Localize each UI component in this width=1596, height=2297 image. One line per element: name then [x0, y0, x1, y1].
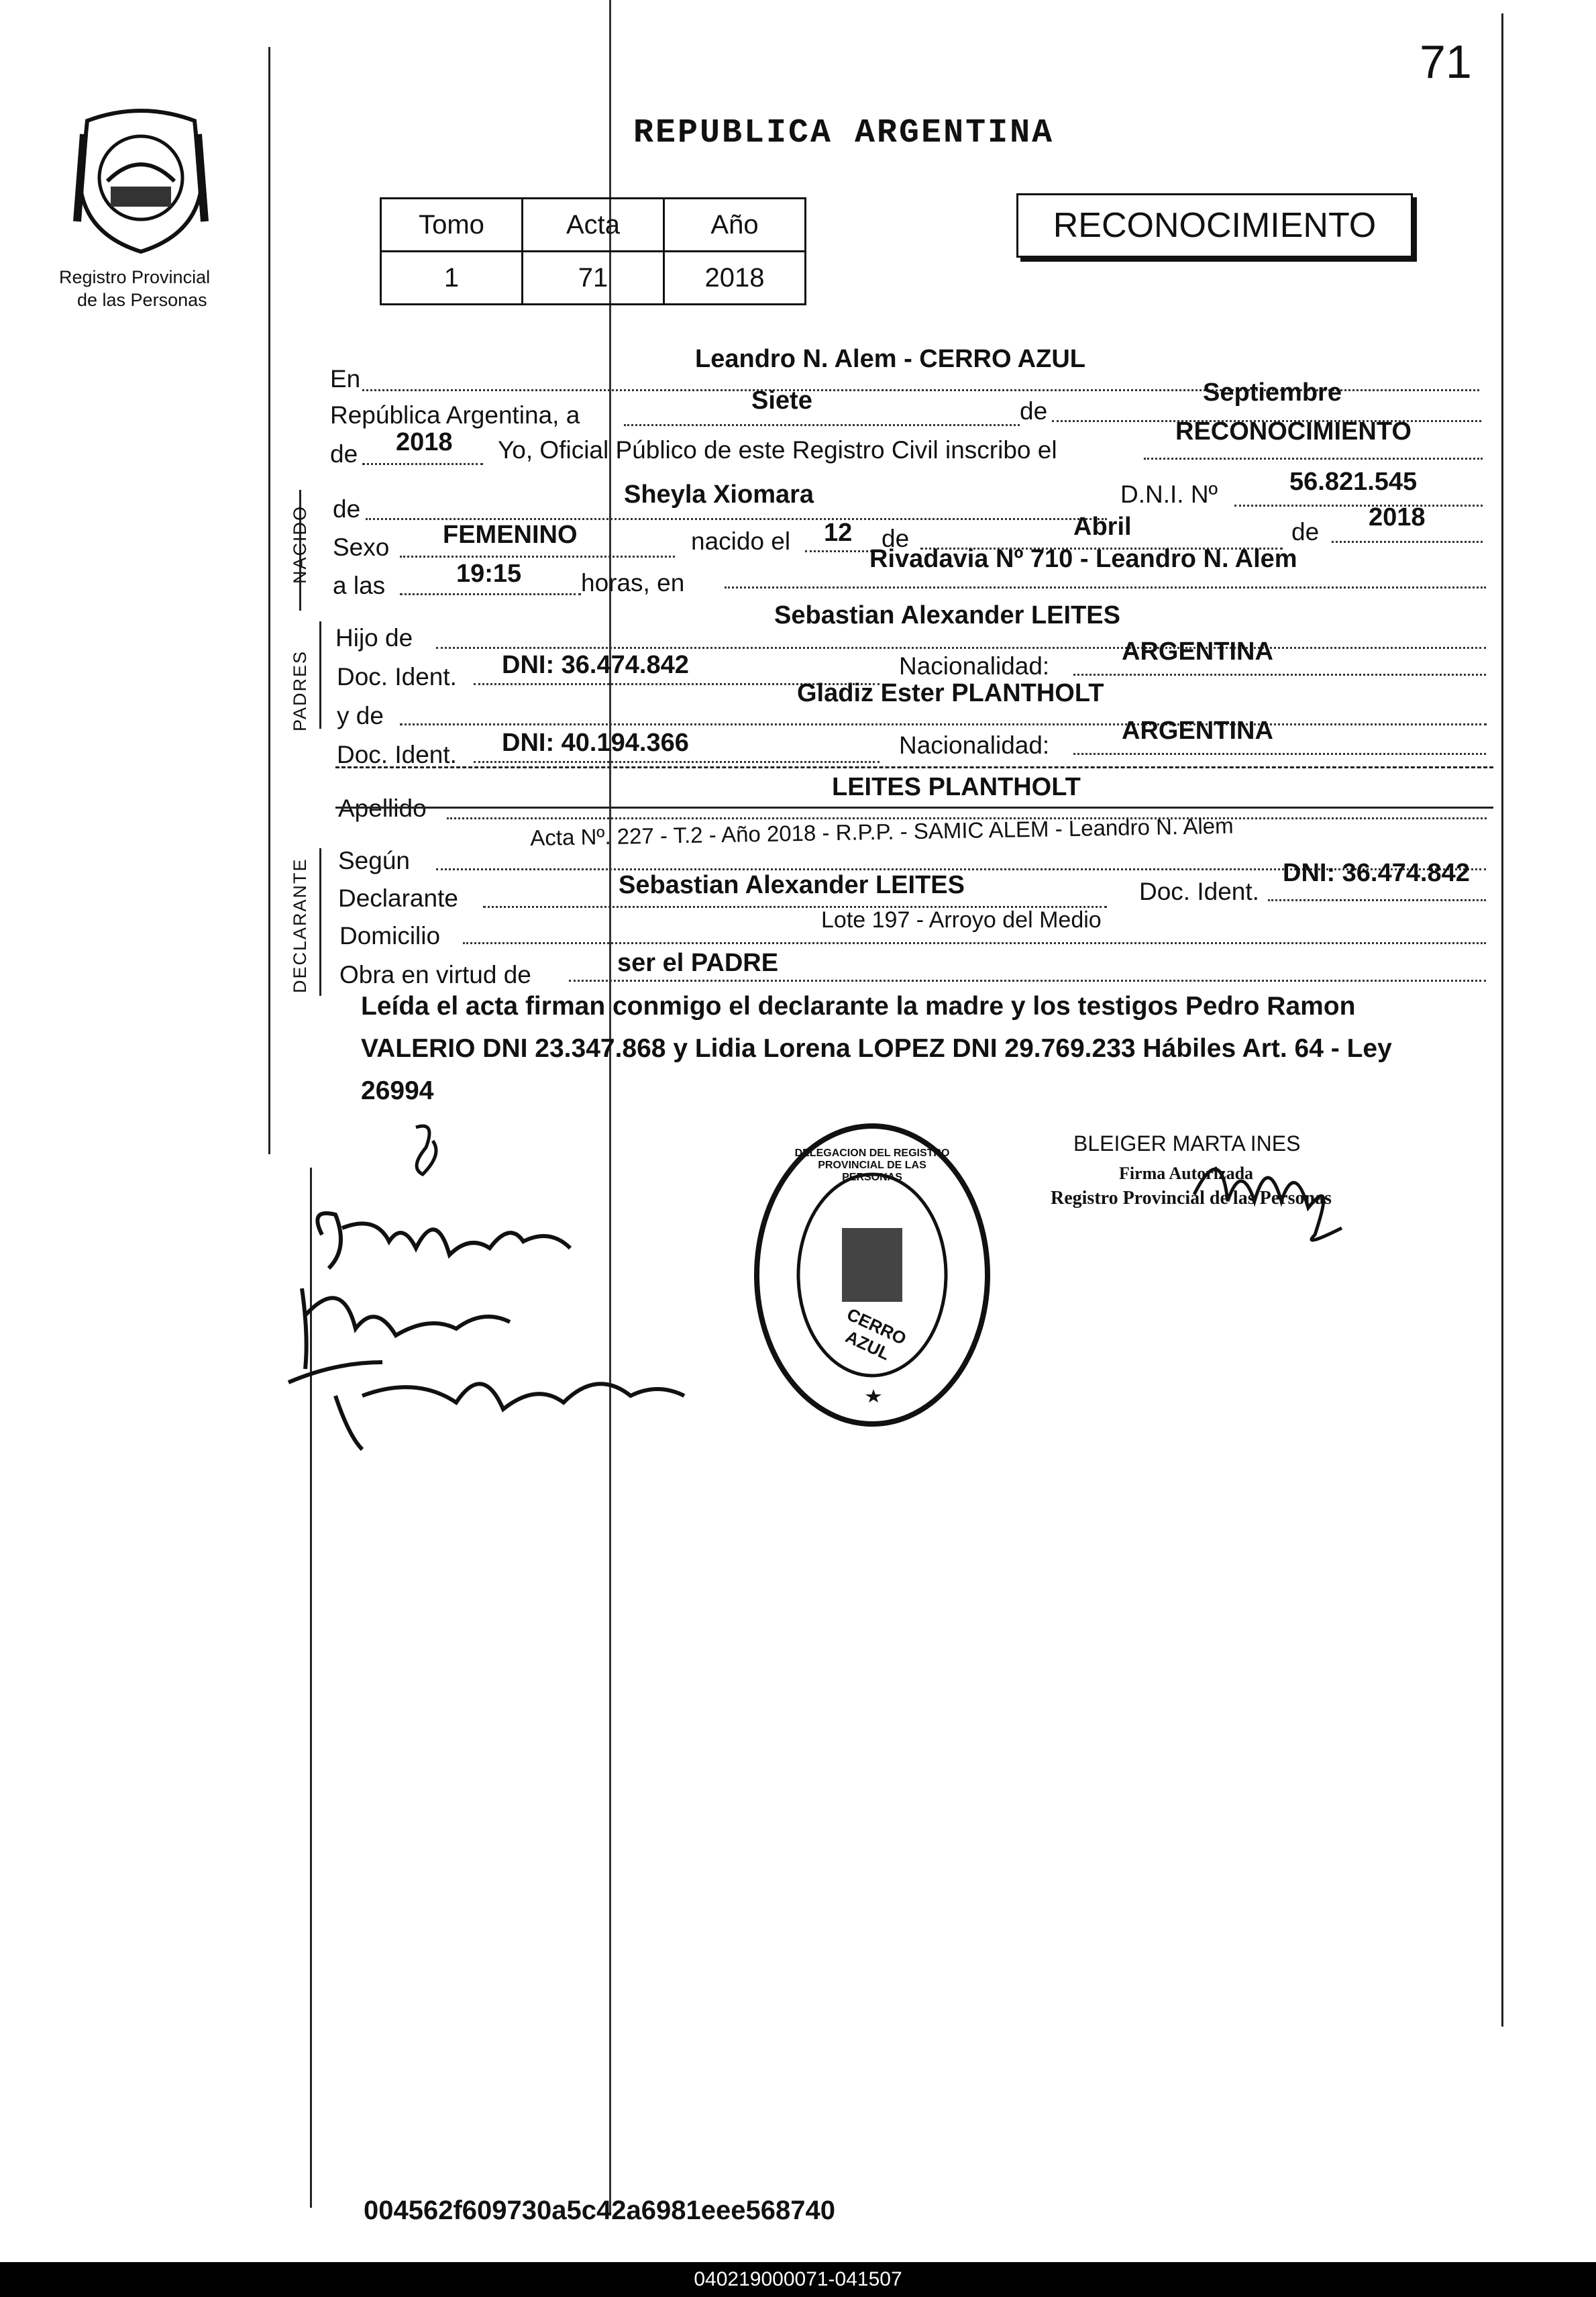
dots — [436, 647, 1486, 649]
dots — [362, 463, 483, 465]
label-de-name: de — [333, 495, 361, 523]
value-acto: RECONOCIMIENTO — [1175, 417, 1412, 446]
label-y-de: y de — [337, 702, 384, 729]
label-de-nac-anio: de — [1291, 518, 1320, 546]
section-divider — [335, 807, 1493, 809]
stamp-outer-text: DELEGACION DEL REGISTRO PROVINCIAL DE LAS PERSONAS — [794, 1147, 950, 1183]
official-signature — [1181, 1134, 1355, 1255]
value-anio: 2018 — [664, 252, 806, 305]
label-obra: Obra en virtud de — [339, 961, 531, 988]
value-dia: Siete — [751, 387, 812, 415]
value-lugar: Leandro N. Alem - CERRO AZUL — [695, 345, 1085, 373]
signatures — [282, 1114, 725, 1463]
org-name-line2: de las Personas — [77, 290, 207, 310]
value-sexo: FEMENINO — [443, 521, 578, 549]
label-apellido: Apellido — [338, 795, 427, 822]
label-a-las: a las — [333, 572, 386, 599]
value-tomo: 1 — [381, 252, 523, 305]
value-madre-nac: ARGENTINA — [1122, 717, 1273, 745]
right-margin-line — [1501, 13, 1503, 2027]
label-dni: D.N.I. Nº — [1120, 480, 1218, 508]
value-padre-nac: ARGENTINA — [1122, 637, 1273, 666]
label-en: En — [330, 365, 361, 393]
label-hijo-de: Hijo de — [335, 624, 413, 652]
label-domicilio: Domicilio — [339, 922, 441, 950]
value-padre-doc: DNI: 36.474.842 — [502, 651, 689, 679]
dots — [1073, 753, 1486, 755]
dots — [366, 518, 1107, 520]
registry-table — [380, 197, 806, 305]
dots — [1268, 899, 1486, 901]
section-divider — [335, 766, 1493, 768]
header-anio: Año — [664, 199, 806, 252]
dots — [805, 550, 872, 552]
side-label-declarante: DECLARANTE — [290, 858, 310, 993]
footer-code: 040219000071-041507 — [0, 2262, 1596, 2297]
dots — [400, 723, 1487, 725]
dots — [725, 586, 1486, 589]
dots — [400, 593, 581, 595]
value-hora: 19:15 — [456, 560, 522, 588]
value-mes: Septiembre — [1203, 378, 1342, 407]
value-nac-mes: Abril — [1073, 513, 1132, 541]
header-tomo: Tomo — [381, 199, 523, 252]
value-padre: Sebastian Alexander LEITES — [774, 601, 1120, 629]
side-label-nacido: NACIDO — [290, 505, 310, 584]
dots — [1144, 458, 1483, 460]
label-de-mes: de — [1020, 397, 1048, 425]
value-apellido: LEITES PLANTHOLT — [832, 773, 1081, 801]
dots — [474, 761, 880, 763]
left-margin-line — [268, 47, 270, 1154]
value-acta: 71 — [523, 252, 664, 305]
logo-text — [67, 107, 215, 108]
label-nacido-el: nacido el — [691, 527, 791, 555]
dots — [463, 942, 1486, 944]
value-declarante: Sebastian Alexander LEITES — [619, 871, 965, 899]
value-segun: Acta Nº. 227 - T.2 - Año 2018 - R.P.P. - SAMIC ALEM - Leandro N. Alem — [530, 813, 1234, 850]
official-title: Firma Autorizada — [1119, 1164, 1254, 1183]
closing-text: Leída el acta firman conmigo el declarante la madre y los testigos Pedro Ramon VALERIO DNI 23.347.868 y Lidia Lorena LOPEZ DNI 29.769.233 Hábiles Art. 64 - Ley 26994 — [361, 992, 1392, 1105]
official-stamp — [751, 1121, 993, 1429]
label-declarante: Declarante — [338, 884, 458, 912]
value-dni: 56.821.545 — [1289, 468, 1418, 496]
declarante-bracket — [319, 848, 321, 996]
value-madre: Gladiz Ester PLANTHOLT — [797, 679, 1104, 707]
document-title: REPUBLICA ARGENTINA — [633, 114, 1055, 152]
dots — [400, 556, 675, 558]
document-hash: 004562f609730a5c42a6981eee568740 — [364, 2196, 835, 2225]
dots — [1332, 541, 1483, 543]
value-nombre: Sheyla Xiomara — [624, 480, 814, 509]
value-declarante-doc: DNI: 36.474.842 — [1283, 859, 1470, 887]
side-label-padres: PADRES — [290, 650, 310, 731]
value-madre-doc: DNI: 40.194.366 — [502, 729, 689, 757]
dots — [624, 424, 1020, 426]
stamp-inner-text: CERRO AZUL — [842, 1304, 910, 1364]
label-de-nac-mes: de — [882, 525, 910, 552]
label-doc-ident-madre: Doc. Ident. — [337, 741, 457, 768]
value-nac-anio: 2018 — [1369, 503, 1426, 531]
label-nacionalidad-padre: Nacionalidad: — [899, 652, 1050, 680]
value-domicilio: Lote 197 - Arroyo del Medio — [821, 907, 1102, 933]
page-number: 71 — [1420, 36, 1472, 88]
province-logo — [67, 107, 215, 255]
padres-bracket — [319, 621, 321, 729]
value-anio: 2018 — [396, 428, 453, 456]
label-yo-oficial: Yo, Oficial Público de este Registro Civil inscribo el — [498, 436, 1057, 464]
official-registry: Registro Provincial de las Personas — [1051, 1188, 1332, 1209]
label-sexo: Sexo — [333, 533, 390, 561]
dots — [569, 980, 1486, 982]
label-doc-ident-declarante: Doc. Ident. — [1139, 878, 1259, 905]
province-seal-icon — [67, 107, 215, 255]
dots — [1073, 674, 1486, 676]
value-lugar-nac: Rivadavia Nº 710 - Leandro N. Alem — [869, 545, 1297, 573]
label-republica: República Argentina, a — [330, 401, 580, 429]
document-type-box: RECONOCIMIENTO — [1016, 193, 1413, 258]
value-obra: ser el PADRE — [617, 949, 779, 977]
org-name-line1: Registro Provincial — [59, 267, 211, 287]
label-de-year: de — [330, 440, 358, 468]
value-nac-dia: 12 — [824, 519, 853, 547]
official-name: BLEIGER MARTA INES — [1073, 1131, 1301, 1156]
dots — [1234, 505, 1483, 507]
header-acta: Acta — [523, 199, 664, 252]
label-horas-en: horas, en — [581, 569, 685, 597]
label-nacionalidad-madre: Nacionalidad: — [899, 731, 1050, 759]
label-doc-ident-padre: Doc. Ident. — [337, 663, 457, 691]
label-segun: Según — [338, 847, 410, 874]
